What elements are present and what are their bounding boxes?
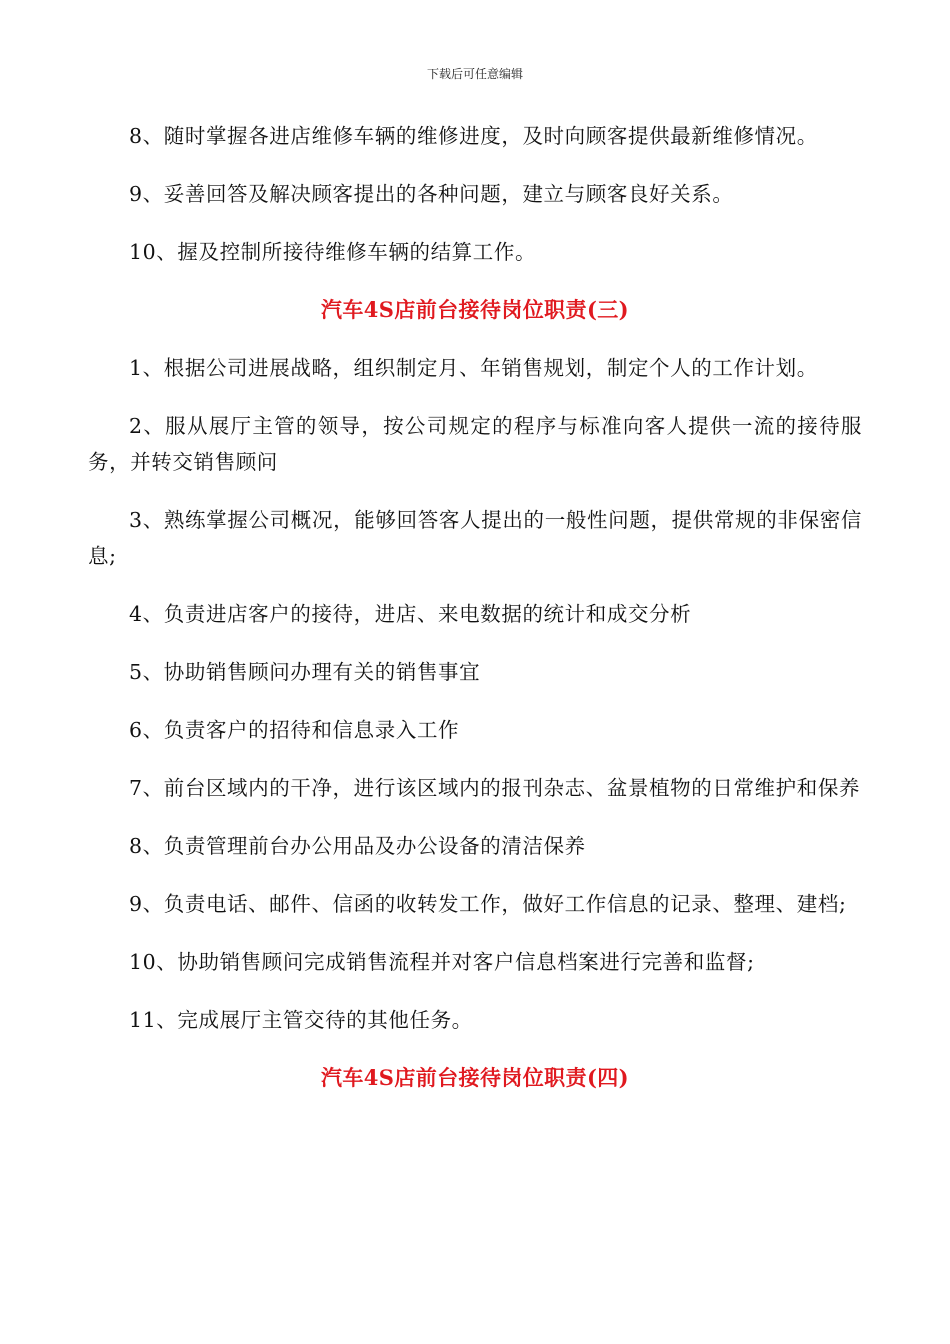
duty-2-item-10: 10、握及控制所接待维修车辆的结算工作。 [129,240,537,264]
duty-3-item-10: 10、协助销售顾问完成销售流程并对客户信息档案进行完善和监督; [129,950,755,974]
duty-3-item-2: 2、服从展厅主管的领导，按公司规定的程序与标准向客人提供一流的接待服务，并转交销售顾问 [88,414,862,474]
duty-3-item-4: 4、负责进店客户的接待，进店、来电数据的统计和成交分析 [129,602,692,626]
duty-3-item-5: 5、协助销售顾问办理有关的销售事宜 [129,660,481,684]
duty-3-item-6: 6、负责客户的招待和信息录入工作 [129,718,460,742]
duty-2-item-8: 8、随时掌握各进店维修车辆的维修进度，及时向顾客提供最新维修情况。 [129,124,818,148]
duty-3-item-11: 11、完成展厅主管交待的其他任务。 [129,1008,473,1032]
document-body [88,118,862,1118]
section-title-3: 汽车4S店前台接待岗位职责(三) [320,297,630,322]
duty-3-item-3: 3、熟练掌握公司概况，能够回答客人提出的一般性问题，提供常规的非保密信息; [88,508,862,568]
section-title-4: 汽车4S店前台接待岗位职责(四) [320,1065,630,1090]
duty-3-item-1: 1、根据公司进展战略，组织制定月、年销售规划，制定个人的工作计划。 [129,356,818,380]
duty-2-item-9: 9、妥善回答及解决顾客提出的各种问题，建立与顾客良好关系。 [129,182,734,206]
duty-3-item-7: 7、前台区域内的干净，进行该区域内的报刊杂志、盆景植物的日常维护和保养 [129,776,861,800]
duty-3-item-8: 8、负责管理前台办公用品及办公设备的清洁保养 [129,834,586,858]
page-header-note: 下载后可任意编辑 [426,67,523,81]
duty-3-item-9: 9、负责电话、邮件、信函的收转发工作，做好工作信息的记录、整理、建档; [129,892,847,916]
